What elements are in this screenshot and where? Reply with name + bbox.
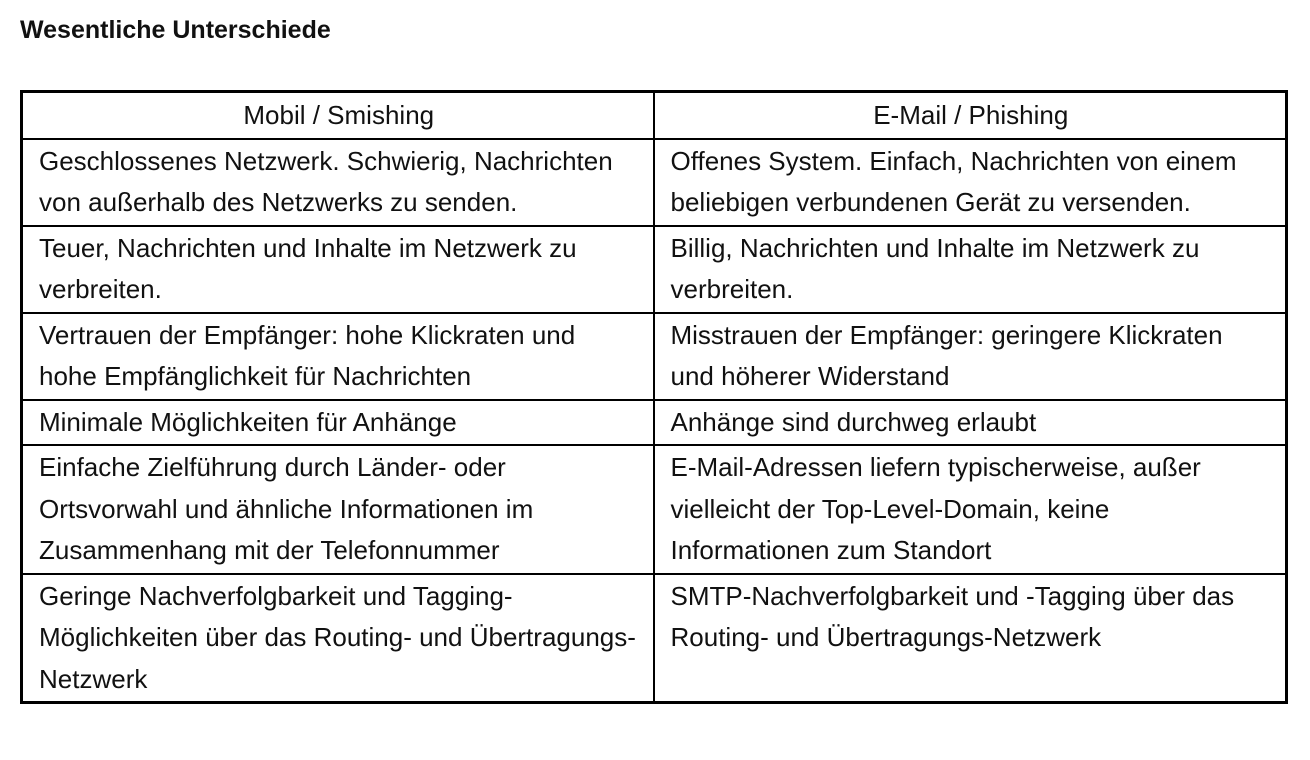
- table-row: [22, 313, 1287, 400]
- table-row: [22, 400, 1287, 446]
- column-header-mobile: Mobil / Smishing: [22, 92, 654, 139]
- table-cell-email: SMTP-Nachverfolgbarkeit und -Tagging über das Routing- und Übertragungs-Netzwerk: [654, 574, 1287, 703]
- table-cell-mobile: Geringe Nachverfolgbarkeit und Tagging-Möglichkeiten über das Routing- und Übertragungs-Netzwerk: [22, 574, 654, 703]
- table-cell-email: Anhänge sind durchweg erlaubt: [654, 400, 1287, 446]
- table-cell-email: Offenes System. Einfach, Nachrichten von einem beliebigen verbundenen Gerät zu versenden.: [654, 139, 1287, 226]
- table-row: [22, 139, 1287, 226]
- table-cell-email: Misstrauen der Empfänger: geringere Klickraten und höherer Widerstand: [654, 313, 1287, 400]
- table-cell-mobile: Minimale Möglichkeiten für Anhänge: [22, 400, 654, 446]
- comparison-table: [20, 90, 1288, 704]
- table-cell-mobile: Geschlossenes Netzwerk. Schwierig, Nachrichten von außerhalb des Netzwerks zu senden.: [22, 139, 654, 226]
- table-cell-mobile: Vertrauen der Empfänger: hohe Klickraten und hohe Empfänglichkeit für Nachrichten: [22, 313, 654, 400]
- table-row: [22, 445, 1287, 574]
- column-header-email: E-Mail / Phishing: [654, 92, 1287, 139]
- page-title: Wesentliche Unterschiede: [20, 16, 331, 44]
- table-cell-mobile: Einfache Zielführung durch Länder- oder Ortsvorwahl und ähnliche Informationen im Zusammenhang mit der Telefonnummer: [22, 445, 654, 574]
- table-cell-email: Billig, Nachrichten und Inhalte im Netzwerk zu verbreiten.: [654, 226, 1287, 313]
- table-header-row: [22, 92, 1287, 139]
- table-row: [22, 574, 1287, 703]
- table-cell-email: E-Mail-Adressen liefern typischerweise, außer vielleicht der Top-Level-Domain, keine Informationen zum Standort: [654, 445, 1287, 574]
- table-cell-mobile: Teuer, Nachrichten und Inhalte im Netzwerk zu verbreiten.: [22, 226, 654, 313]
- table-row: [22, 226, 1287, 313]
